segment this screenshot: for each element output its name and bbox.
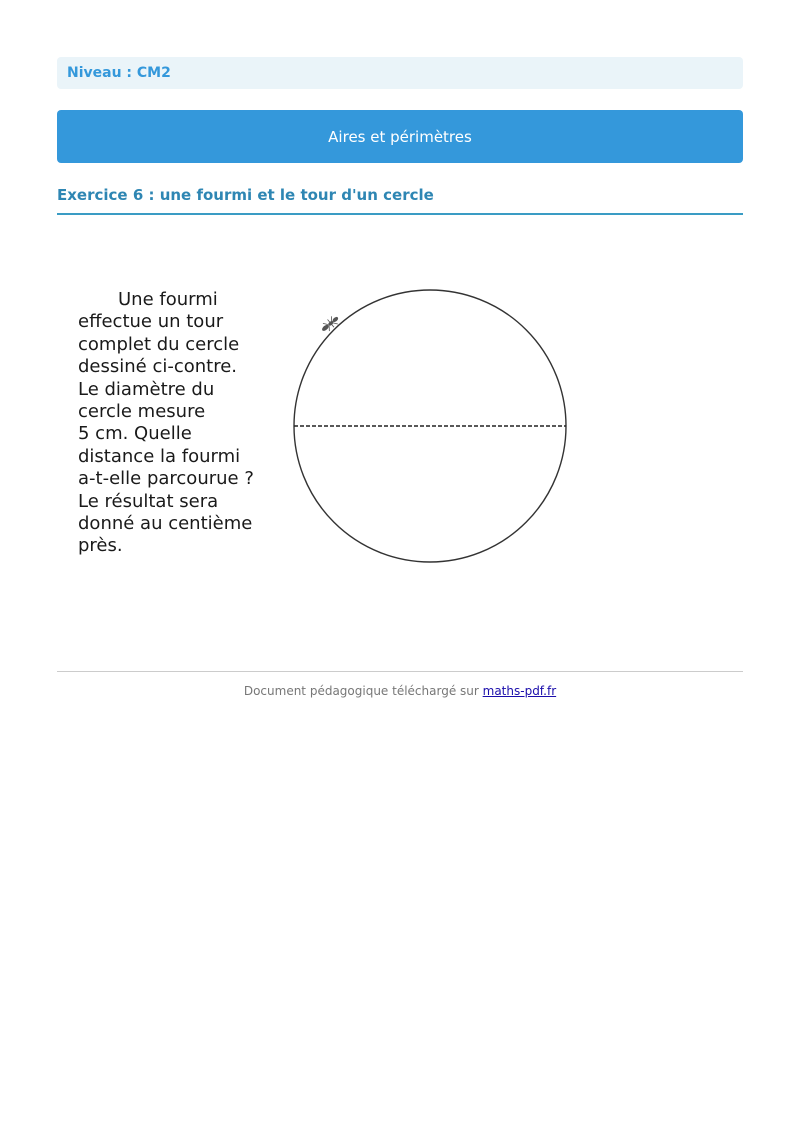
problem-line: dessiné ci-contre. (78, 356, 238, 378)
problem-line: complet du cercle (78, 333, 240, 355)
problem-line: distance la fourmi (78, 445, 241, 467)
problem-line: a-t-elle parcourue ? (78, 468, 254, 490)
title-banner (57, 110, 743, 163)
exercise-title: Exercice 6 : une fourmi et le tour d'un cercle (57, 186, 434, 204)
problem-line: effectue un tour (78, 311, 224, 333)
ant-icon (319, 314, 341, 335)
exercise-heading (57, 185, 743, 215)
page-title: Aires et périmètres (328, 127, 472, 146)
problem-line: Le résultat sera (78, 490, 219, 512)
level-banner (57, 57, 743, 89)
level-label: Niveau : CM2 (67, 65, 171, 81)
footer-text: Document pédagogique téléchargé sur (243, 684, 483, 698)
problem-line: Une fourmi (118, 289, 218, 310)
problem-statement (78, 289, 278, 558)
problem-line: Le diamètre du (78, 378, 215, 400)
footer-divider (57, 671, 743, 672)
footer (57, 684, 743, 698)
problem-line: 5 cm. Quelle (78, 423, 192, 445)
footer-link[interactable]: maths-pdf.fr (482, 684, 557, 698)
problem-line: près. (78, 535, 123, 557)
circle-figure (285, 280, 575, 570)
problem-line: cercle mesure (78, 401, 206, 423)
problem-line: donné au centième (78, 513, 253, 535)
